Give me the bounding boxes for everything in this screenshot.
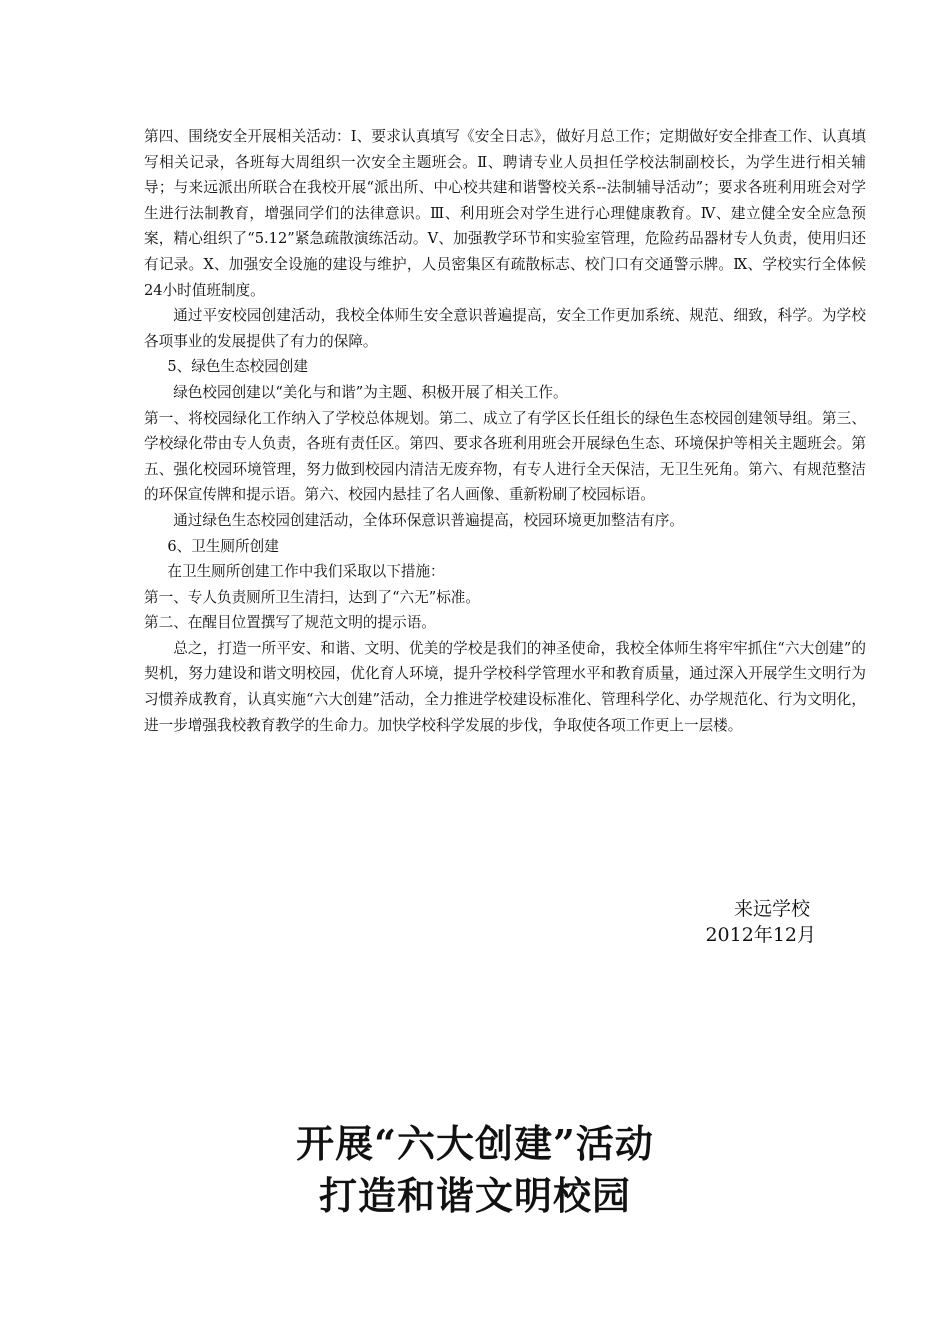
paragraph-green-measures: 第一、将校园绿化工作纳入了学校总体规划。第二、成立了有学区长任组长的绿色生态校园创建领导组。第三、学校绿化带由专人负责，各班有责任区。第四、要求各班利用班会开展绿色生态、环境保护等相关主题班会。第五、强化校园环境管理，努力做到校园内清洁无废弃物，有专人进行全天保洁，无卫生死角。第六、有规范整洁的环保宣传牌和提示语。第六、校园内悬挂了名人画像、重新粉刷了校园标语。 [144,409,866,504]
paragraph-green-intro: 绿色校园创建以“美化与和谐”为主题、积极开展了相关工作。 [173,383,568,401]
document-body [144,124,866,738]
title-line-2: 打造和谐文明校园 [318,1173,631,1218]
next-document-title [0,1118,950,1222]
paragraph-safety-activities: 第四、围绕安全开展相关活动：Ⅰ、要求认真填写《安全日志》，做好月总工作；定期做好安全排查工作、认真填写相关记录，各班每大周组织一次安全主题班会。Ⅱ、聘请专业人员担任学校法制副校长，为学生进行相关辅导；与来远派出所联合在我校开展“派出所、中心校共建和谐警校关系--法制辅导活动”；要求各班利用班会对学生进行法制教育，增强同学们的法律意识。Ⅲ、利用班会对学生进行心理健康教育。Ⅳ、建立健全安全应急预案，精心组织了“5.12”紧急疏散演练活动。Ⅴ、加强教学环节和实验室管理，危险药品器材专人负责，使用归还有记录。Ⅹ、加强安全设施的建设与维护，人员密集区有疏散标志、校门口有交通警示牌。Ⅸ、学校实行全体候24小时值班制度。 [144,128,866,299]
signature-organization: 来远学校 [733,898,810,920]
section-heading-green-campus: 5、绿色生态校园创建 [167,358,308,376]
signature-block [620,896,816,948]
signature-date: 2012年12月 [705,924,816,946]
title-line-1: 开展“六大创建”活动 [296,1121,654,1166]
paragraph-toilet-measure-2: 第二、在醒目位置撰写了规范文明的提示语。 [144,614,436,632]
paragraph-green-summary: 通过绿色生态校园创建活动，全体环保意识普遍提高，校园环境更加整洁有序。 [173,511,684,529]
paragraph-toilet-measure-1: 第一、专人负责厕所卫生清扫，达到了“六无”标准。 [144,588,480,606]
paragraph-safety-summary: 通过平安校园创建活动，我校全体师生安全意识普遍提高，安全工作更加系统、规范、细致，科学。为学校各项事业的发展提供了有力的保障。 [144,307,866,350]
paragraph-toilet-intro: 在卫生厕所创建工作中我们采取以下措施： [167,563,445,581]
section-heading-toilet: 6、卫生厕所创建 [167,537,279,555]
paragraph-conclusion: 总之，打造一所平安、和谐、文明、优美的学校是我们的神圣使命，我校全体师生将牢牢抓住“六大创建”的契机，努力建设和谐文明校园，优化育人环境，提升学校科学管理水平和教育质量，通过深入开展学生文明行为习惯养成教育，认真实施“六大创建”活动，全力推进学校建设标准化、管理科学化、办学规范化、行为文明化，进一步增强我校教育教学的生命力。加快学校科学发展的步伐，争取使各项工作更上一层楼。 [144,639,866,734]
